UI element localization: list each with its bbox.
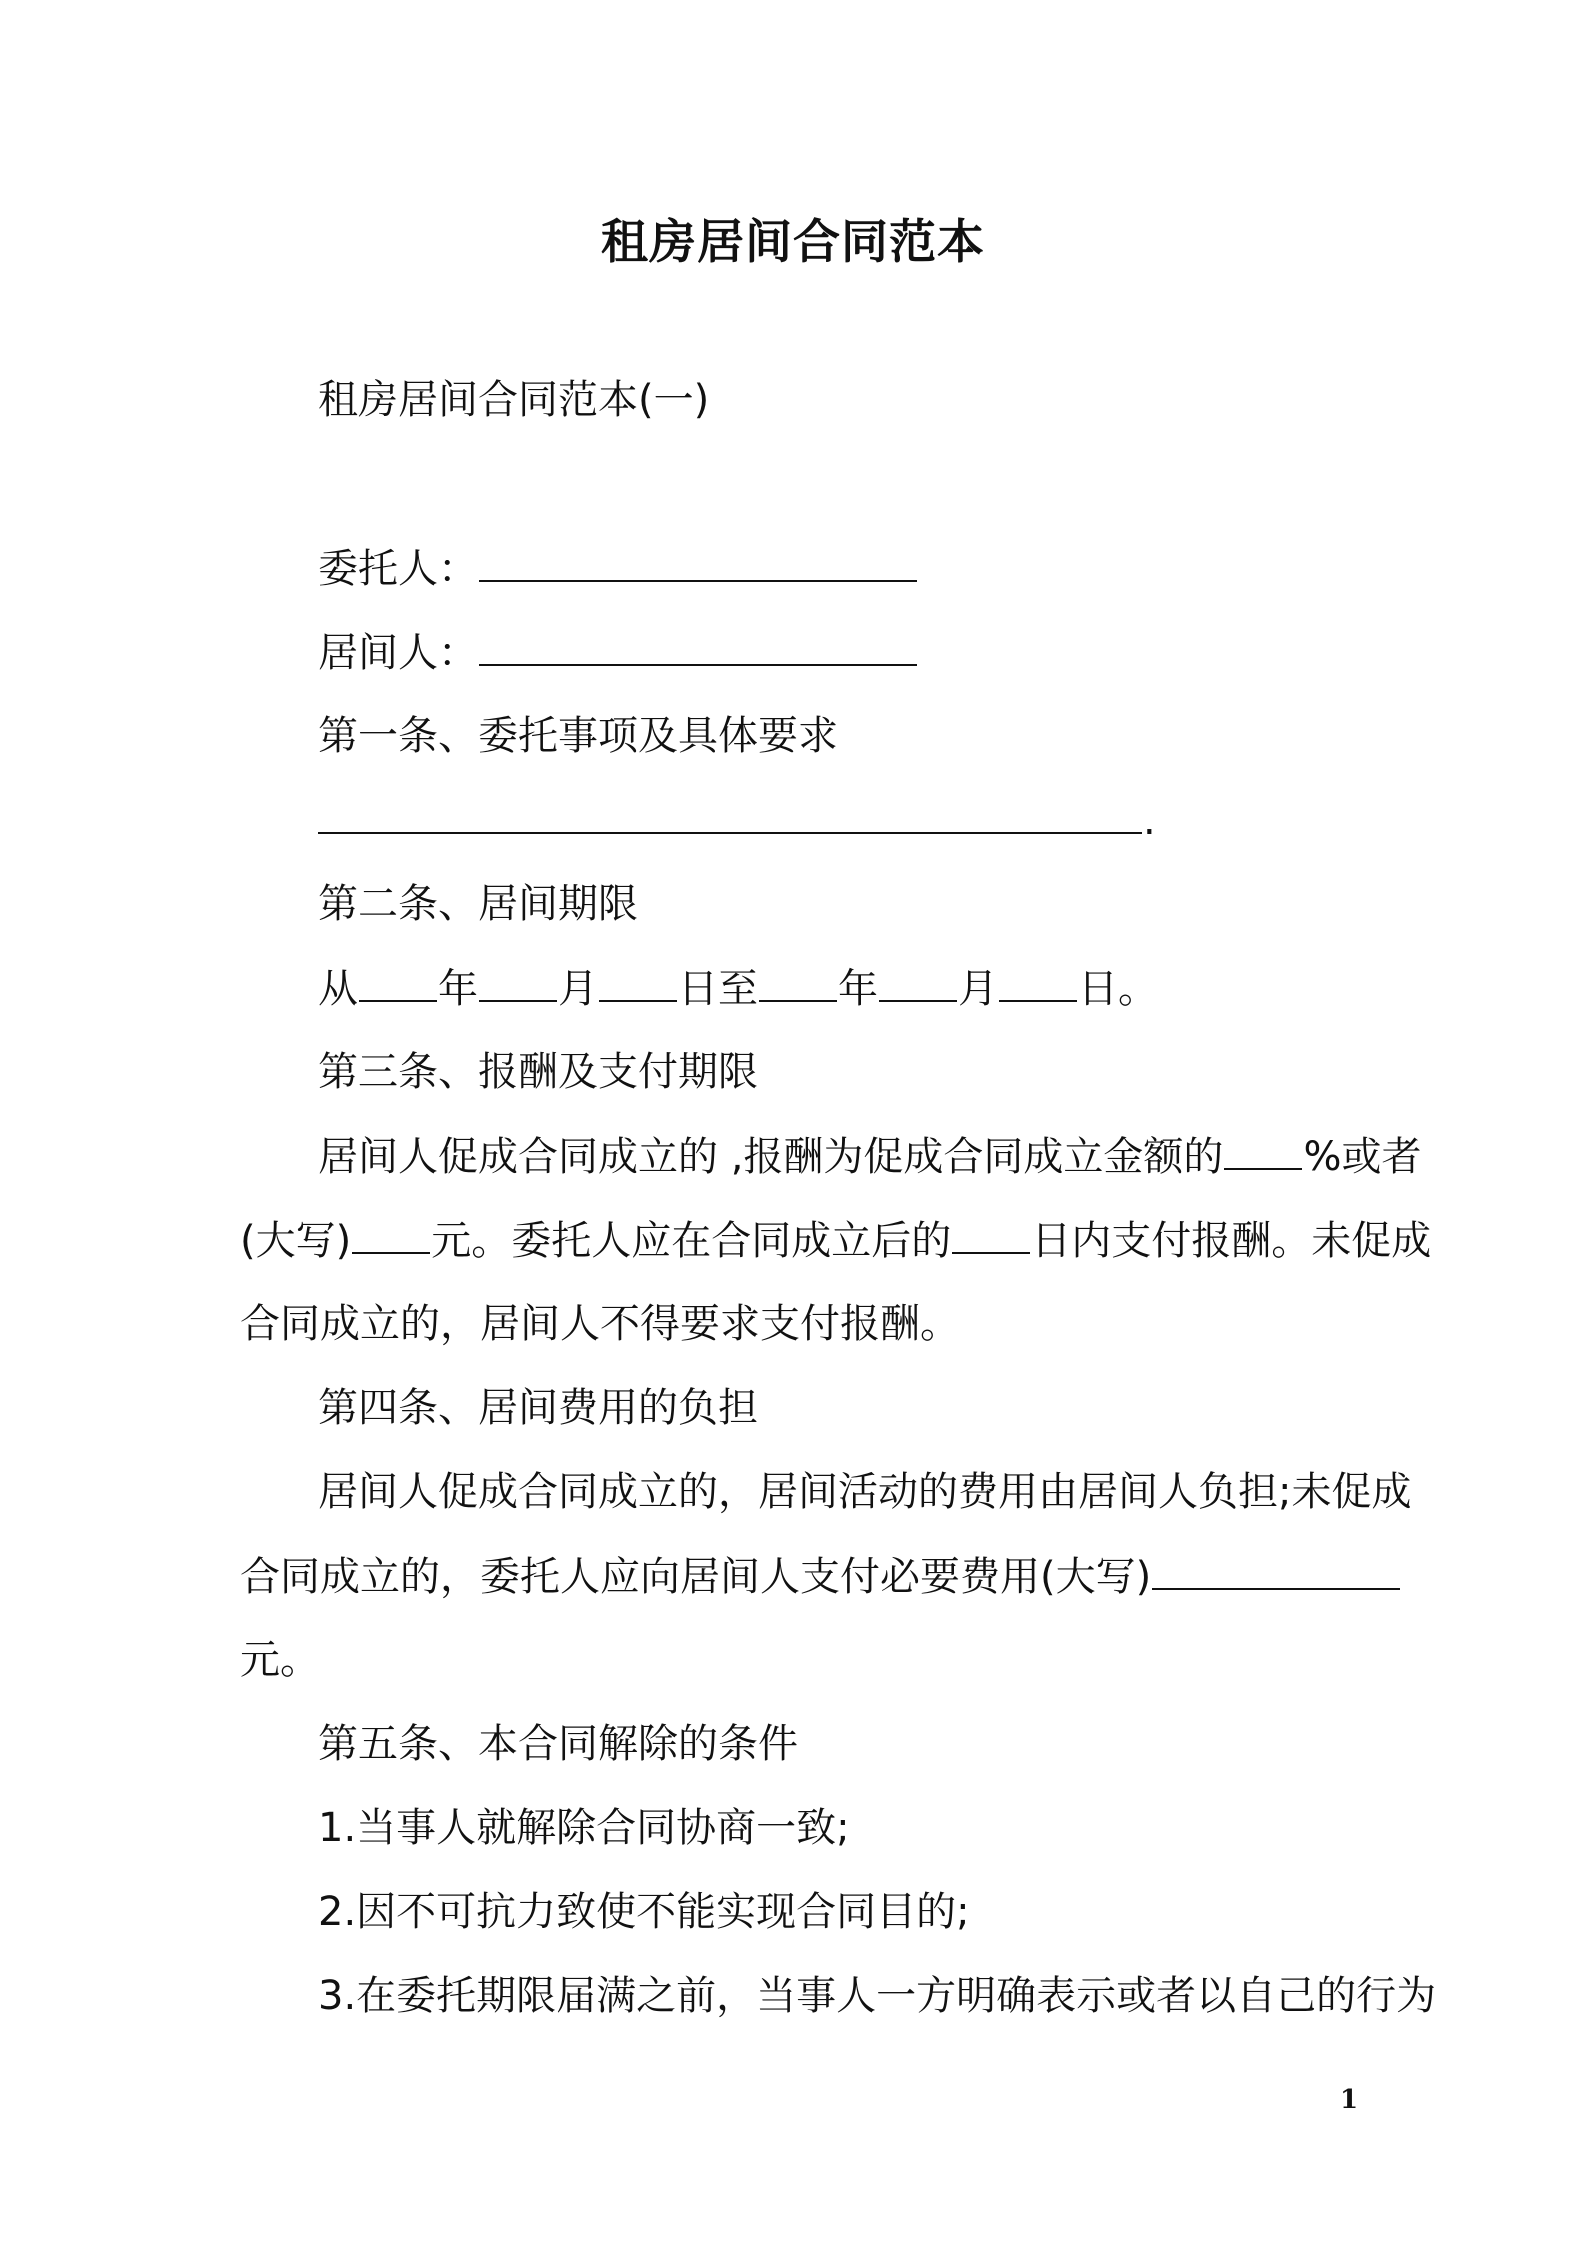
article3-amount-blank: [352, 1212, 430, 1254]
article3-days-blank: [952, 1212, 1030, 1254]
period-blank-year-end: [759, 960, 837, 1002]
article3-text-a: 居间人促成合同成立的 ,报酬为促成合同成立金额的: [318, 1134, 1224, 1180]
client-label: 委托人：: [318, 546, 478, 592]
article1-heading: 第一条、委托事项及具体要求: [318, 713, 838, 759]
article4-text: 合同成立的，委托人应向居间人支付必要费用(大写): [240, 1554, 1152, 1600]
document-title: 租房居间合同范本: [601, 215, 985, 270]
article4-paragraph-line2: [240, 1548, 1360, 1605]
period-year-1: 年: [438, 966, 478, 1012]
document-subtitle: 租房居间合同范本(一): [318, 377, 710, 423]
period-blank-day-end: [999, 960, 1077, 1002]
period-line: [318, 960, 1360, 1017]
period-blank-month-start: [479, 960, 557, 1002]
intermediary-blank: [479, 624, 917, 666]
intermediary-label: 居间人：: [318, 630, 478, 676]
period-from: 从: [318, 966, 358, 1012]
article3-text-d: 元。委托人应在合同成立后的: [431, 1218, 952, 1264]
period-month-2: 月: [958, 966, 998, 1012]
article5-item-1: 1.当事人就解除合同协商一致;: [318, 1805, 850, 1851]
period-blank-year-start: [359, 960, 437, 1002]
article5-item-3: 3.在委托期限届满之前，当事人一方明确表示或者以自己的行为: [318, 1973, 1437, 2019]
client-blank: [479, 540, 917, 582]
period-year-2: 年: [838, 966, 878, 1012]
article3-text-c: (大写): [240, 1218, 352, 1264]
period-month-1: 月: [558, 966, 598, 1012]
article5-heading: 第五条、本合同解除的条件: [318, 1721, 798, 1767]
article5-item-2: 2.因不可抗力致使不能实现合同目的;: [318, 1889, 970, 1935]
period-blank-day-start: [599, 960, 677, 1002]
article2-heading: 第二条、居间期限: [318, 881, 638, 927]
article4-heading: 第四条、居间费用的负担: [318, 1385, 758, 1431]
article3-heading: 第三条、报酬及支付期限: [318, 1049, 758, 1095]
article4-paragraph-line1: 居间人促成合同成立的，居间活动的费用由居间人负担;未促成: [318, 1469, 1412, 1515]
article3-paragraph-line1: [318, 1128, 1422, 1185]
article3-text-e: 日内支付报酬。未促成: [1031, 1218, 1432, 1264]
article3-text-b: %或者: [1303, 1134, 1422, 1180]
article3-paragraph-line3: 合同成立的，居间人不得要求支付报酬。: [240, 1301, 960, 1347]
article3-paragraph-line2: [240, 1212, 1432, 1269]
page-number: 1: [1340, 2085, 1359, 2115]
article4-paragraph-line3: 元。: [240, 1637, 320, 1683]
period-blank-month-end: [879, 960, 957, 1002]
period-day-to: 日至: [678, 966, 758, 1012]
article3-percent-blank: [1224, 1128, 1302, 1170]
period-day-end: 日。: [1078, 966, 1158, 1012]
article1-blank-line: [318, 792, 1360, 849]
client-line: [318, 540, 1360, 597]
intermediary-line: [318, 624, 1360, 681]
article4-fee-blank: [1152, 1548, 1400, 1590]
article1-blank: [318, 792, 1142, 834]
article1-end: .: [1143, 798, 1156, 844]
